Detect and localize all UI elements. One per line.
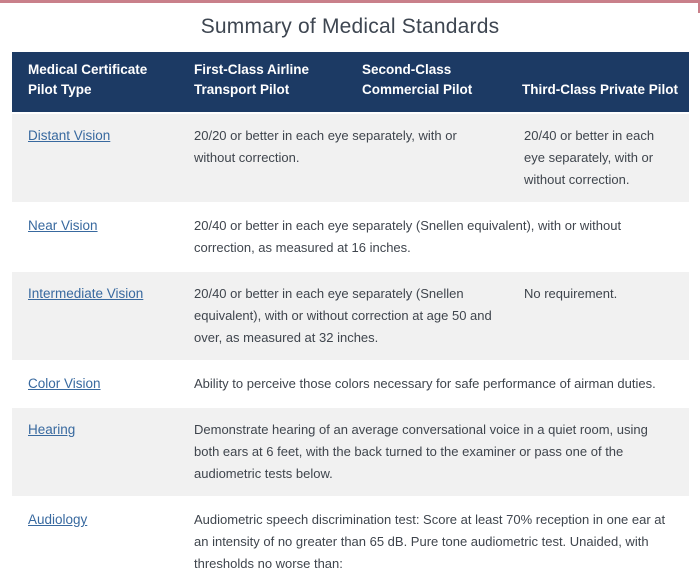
hearing-link[interactable]: Hearing [28, 422, 76, 437]
top-accent-border [0, 0, 700, 3]
color-vision-link[interactable]: Color Vision [28, 376, 101, 391]
row-header-distant-vision [12, 113, 178, 203]
medical-standards-table [12, 52, 689, 583]
cell-near-vision-all: 20/40 or better in each eye separately (Snellen equivalent), with or without correction, as measured at 16 inches. [178, 203, 689, 271]
cell-distant-vision-first-second: 20/20 or better in each eye separately, with or without correction. [178, 113, 508, 203]
cell-audiology-all: Audiometric speech discrimination test: Score at least 70% reception in one ear at an intensity of no greater than 65 dB. Pure tone audiometric test. Unaided, with thresholds no worse than: [178, 497, 689, 583]
table-row-distant-vision [12, 113, 689, 203]
row-header-color-vision [12, 361, 178, 407]
audiology-link[interactable]: Audiology [28, 512, 88, 527]
table-row-near-vision [12, 203, 689, 271]
column-header-third-class: Third-Class Private Pilot [508, 52, 689, 113]
table-row-hearing [12, 407, 689, 497]
row-header-near-vision [12, 203, 178, 271]
distant-vision-link[interactable]: Distant Vision [28, 128, 111, 143]
column-header-first-class: First-Class Airline Transport Pilot [178, 52, 346, 113]
intermediate-vision-link[interactable]: Intermediate Vision [28, 286, 144, 301]
row-header-audiology [12, 497, 178, 583]
cell-intermediate-vision-first-second: 20/40 or better in each eye separately (Snellen equivalent), with or without correction at age 50 and over, as measured at 32 inches. [178, 271, 508, 361]
column-header-second-class: Second-Class Commercial Pilot [346, 52, 508, 113]
near-vision-link[interactable]: Near Vision [28, 218, 98, 233]
cell-distant-vision-third: 20/40 or better in each eye separately, with or without correction. [508, 113, 689, 203]
page-title: Summary of Medical Standards [200, 15, 500, 38]
table-row-audiology [12, 497, 689, 583]
cell-hearing-all: Demonstrate hearing of an average conversational voice in a quiet room, using both ears at 6 feet, with the back turned to the examiner or pass one of the audiometric tests below. [178, 407, 689, 497]
cell-color-vision-all: Ability to perceive those colors necessary for safe performance of airman duties. [178, 361, 689, 407]
column-header-pilot-type: Medical Certificate Pilot Type [12, 52, 178, 113]
table-header-row [12, 52, 689, 113]
row-header-intermediate-vision [12, 271, 178, 361]
row-header-hearing [12, 407, 178, 497]
table-row-color-vision [12, 361, 689, 407]
cell-intermediate-vision-third: No requirement. [508, 271, 689, 361]
table-row-intermediate-vision [12, 271, 689, 361]
